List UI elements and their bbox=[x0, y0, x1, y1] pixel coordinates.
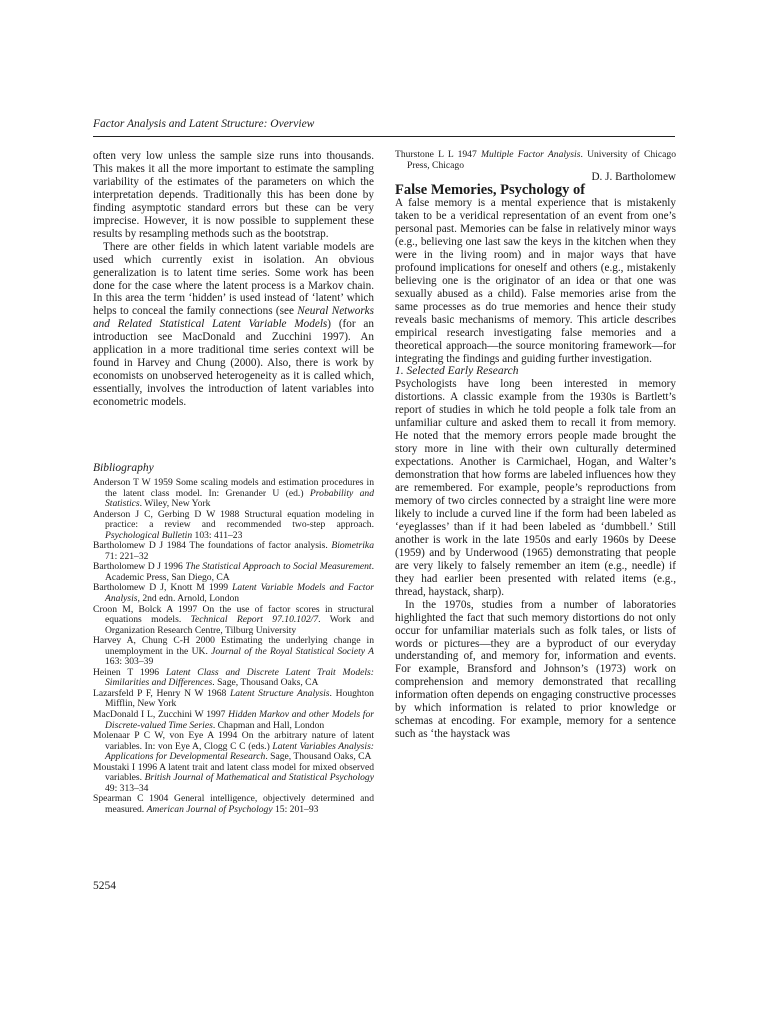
bib-entry-text: Anderson J C, Gerbing D W 1988 Structural equation modeling in practice: a review and recommended two-step approach. bbox=[93, 508, 374, 531]
bib-entry-text: Harvey A, Chung C-H 2000 Estimating the underlying change in unemployment in the UK. bbox=[93, 635, 374, 657]
bib-entry-text: Spearman C 1904 General intelligence, objectively determined and measured. bbox=[93, 793, 374, 815]
bib-entry-text: Croon M, Bolck A 1997 On the use of factor scores in structural equations models. bbox=[93, 603, 374, 626]
bib-entry-rest: . Houghton Mifflin, New York bbox=[105, 687, 374, 710]
bibliography-entry bbox=[93, 710, 374, 731]
section-paragraph-2: In the 1970s, studies from a number of laboratories highlighted the fact that such memory distortions do not only occur for unfamiliar materials such as folk tales, or lists of words or pictures—they are a byproduct of our everyday understanding of, and memory for, information and events. For example, Bransford and Johnson’s (1973) work on comprehension and memory demonstrated that recalling information often depends on engaging constructive processes by which information is related to prior knowledge or schemas at encoding. For example, memory for a sentence such as ‘the haystack was bbox=[395, 598, 676, 741]
bib-entry-rest: . Sage, Thousand Oaks, CA bbox=[212, 677, 319, 689]
bib-entry-italic: Biometrika bbox=[331, 540, 374, 552]
page-number: 5254 bbox=[93, 880, 116, 892]
article-title: False Memories, Psychology of bbox=[395, 182, 586, 199]
bibliography-entry bbox=[93, 794, 374, 815]
bibliography-entry bbox=[93, 763, 374, 795]
prev-ref-italic: Multiple Factor Analysis bbox=[481, 149, 581, 160]
left-paragraph-2 bbox=[93, 241, 374, 409]
bib-entry-rest: . Work and Organization Research Centre, Tilburg University bbox=[105, 614, 374, 636]
bib-entry-rest: 15: 201–93 bbox=[272, 803, 319, 815]
bib-entry-italic: Probability and Statistics bbox=[105, 487, 375, 510]
intro-paragraph: A false memory is a mental experience that is mistakenly taken to be a veridical representation of an event from one’s personal past. Memories can be false in relatively minor ways (e.g., believing one last saw the keys in the kitchen when they were in the living room) and in major ways that have profound implications for oneself and others (e.g., mistakenly believing one is the originator of an idea or that one was sexually abused as a child). False memories arise from the same processes as do true memories and hence their study reveals basic mechanisms of memory. This article describes empirical research investigating false memories and a theoretical approach—the source monitoring framework—for integrating the findings and guiding further investigation. bbox=[395, 197, 676, 365]
section-heading: 1. Selected Early Research bbox=[395, 365, 519, 378]
running-header: Factor Analysis and Latent Structure: Overview bbox=[93, 118, 315, 130]
bib-entry-rest: 163: 303–39 bbox=[105, 656, 154, 668]
bib-entry-rest: . Wiley, New York bbox=[139, 498, 211, 510]
bib-entry-italic: British Journal of Mathematical and Statistical Psychology bbox=[144, 772, 374, 784]
bib-entry-rest: 49: 313–34 bbox=[105, 782, 149, 794]
bib-entry-italic: Hidden Markov and other Models for Discrete-valued Time Series bbox=[105, 709, 374, 731]
bib-entry-text: Heinen T 1996 bbox=[93, 666, 166, 678]
left-p2-italic: Neural Networks and Related Statistical Latent Variable Models bbox=[93, 305, 374, 331]
left-paragraph-1: often very low unless the sample size runs into thousands. This makes it all the more important to estimate the sampling variability of the estimates of the parameters on which the interpretation depends. Traditionally this has been done by finding asymptotic standard errors but these can be very imprecise. However, it is now possible to supplement these results by resampling methods such as the bootstrap. bbox=[93, 150, 374, 240]
bib-entry-italic: Psychological Bulletin bbox=[105, 529, 193, 541]
bibliography-entry bbox=[93, 636, 374, 668]
bibliography-title: Bibliography bbox=[93, 462, 154, 474]
bibliography-entry bbox=[93, 605, 374, 637]
bib-entry-italic: Technical Report 97.10.102/7 bbox=[190, 614, 319, 626]
bib-entry-italic: The Statistical Approach to Social Measurement bbox=[185, 561, 372, 573]
right-column bbox=[395, 150, 676, 741]
bib-entry-italic: Latent Variable Models and Factor Analysis bbox=[105, 582, 374, 605]
bibliography-entry bbox=[93, 478, 374, 510]
prev-ref-rest: . University of Chicago Press, Chicago bbox=[407, 149, 676, 171]
bib-entry-text: Lazarsfeld P F, Henry N W 1968 bbox=[93, 687, 230, 699]
bib-entry-italic: American Journal of Psychology bbox=[146, 803, 273, 815]
left-p2-rest: ) (for an introduction see MacDonald and Zucchini 1997). An application in a more traditional time series context will be found in Harvey and Chung (2000). Also, there is work by economists on unobserved heterogeneity as it is called which, essentially, involves the introduction of latent variables into econometric models. bbox=[93, 318, 374, 409]
bib-entry-italic: Latent Structure Analysis bbox=[229, 687, 330, 699]
bibliography-entry bbox=[93, 668, 374, 689]
prev-ref-text: Thurstone L L 1947 bbox=[395, 149, 482, 160]
bib-entry-rest: , 2nd edn. Arnold, London bbox=[137, 593, 240, 605]
bibliography-entry bbox=[93, 689, 374, 710]
bibliography-list bbox=[93, 478, 374, 816]
bib-entry-italic: Journal of the Royal Statistical Society A bbox=[211, 645, 374, 657]
bib-entry-rest: 71: 221–32 bbox=[105, 550, 149, 562]
bib-entry-text: Bartholomew D J, Knott M 1999 bbox=[93, 582, 233, 594]
previous-reference bbox=[395, 150, 676, 171]
bib-entry-text: Molenaar P C W, von Eye A 1994 On the arbitrary nature of latent variables. In: von Eye A, Clogg C C (eds.) bbox=[93, 730, 374, 752]
bib-entry-rest: 103: 411–23 bbox=[192, 529, 243, 541]
left-p2-text: There are other fields in which latent variable models are used which currently exist in isolation. An obvious generalization is to latent time series. Some work has been done for the case where the latent process is a Markov chain. In this area the term ‘hidden’ is used instead of ‘latent’ which helps to conceal the family connections (see bbox=[93, 240, 374, 318]
header-rule bbox=[93, 136, 675, 137]
bibliography-entry bbox=[93, 562, 374, 583]
bibliography-entry bbox=[93, 510, 374, 542]
section-paragraph-1: Psychologists have long been interested in memory distortions. A classic example from the 1930s is Bartlett’s report of studies in which he told people a folk tale from an unfamiliar culture and asked them to recall it from memory. He noted that the memory errors people made brought the story more in line with their own culturally determined expectations. Another is Carmichael, Hogan, and Walter’s demonstration that how forms are labeled influences how they are remembered. For example, people’s reproductions from memory of two circles connected by a straight line were more likely to include a curved line if the form had been labeled as ‘eyeglasses’ than if it had been labeled as ‘dumbbell.’ Still another is work in the late 1950s and early 1960s by Deese (1959) and by Underwood (1965) demonstrating that people are very likely to falsely remember an item (e.g., needle) if they had earlier been presented with related items (e.g., thread, haystack, sharp). bbox=[395, 378, 676, 598]
bibliography-entry bbox=[93, 583, 374, 604]
bib-entry-rest: . Chapman and Hall, London bbox=[212, 719, 325, 731]
bib-entry-italic: Latent Class and Discrete Latent Trait Models: Similarities and Differences bbox=[105, 666, 374, 689]
bib-entry-italic: Latent Variables Analysis: Applications for Developmental Research bbox=[105, 740, 375, 763]
bib-entry-text: Bartholomew D J 1984 The foundations of factor analysis. bbox=[93, 540, 332, 552]
bib-entry-text: Bartholomew D J 1996 bbox=[93, 561, 186, 573]
bib-entry-text: Anderson T W 1959 Some scaling models and estimation procedures in the latent class model. In: Grenander U (ed.) bbox=[93, 477, 374, 499]
bib-entry-text: MacDonald I L, Zucchini W 1997 bbox=[93, 709, 229, 721]
left-column bbox=[93, 150, 374, 409]
author-signature: D. J. Bartholomew bbox=[591, 171, 676, 184]
bib-entry-rest: . Academic Press, San Diego, CA bbox=[105, 561, 374, 583]
bib-entry-rest: . Sage, Thousand Oaks, CA bbox=[265, 751, 372, 763]
bibliography-entry bbox=[93, 731, 374, 763]
bibliography-entry bbox=[93, 541, 374, 562]
bib-entry-text: Moustaki I 1996 A latent trait and latent class model for mixed observed variables. bbox=[93, 761, 374, 784]
